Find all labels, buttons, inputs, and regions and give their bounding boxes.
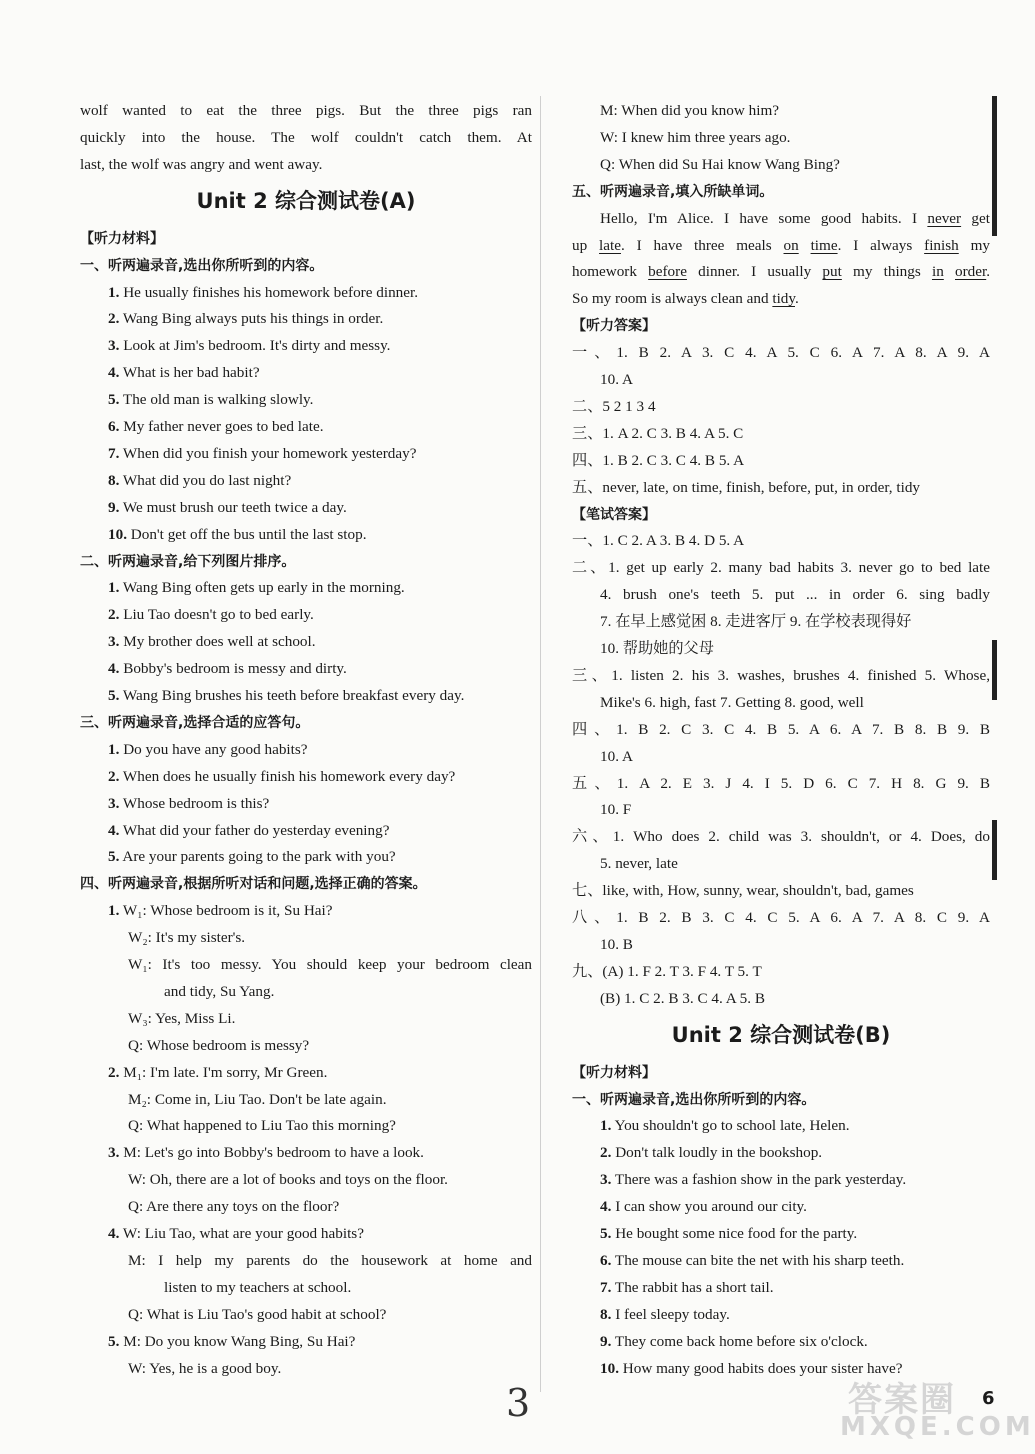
item-number: 5.	[108, 391, 120, 409]
section-heading: 一、听两遍录音,选出你所听到的内容。	[80, 257, 324, 274]
item-text: M: Do you know Wang Bing, Su Hai?	[123, 1332, 356, 1350]
item-text: He bought some nice food for the party.	[615, 1225, 858, 1242]
item-text: Wang Bing often gets up early in the morning.	[122, 579, 405, 597]
text-line	[80, 847, 532, 867]
text-line	[80, 578, 532, 598]
item-text: My father never goes to bed late.	[123, 418, 324, 435]
page-edge-mark	[992, 640, 997, 700]
text-line: M₂: Come in, Liu Tao. Don't be late again.	[128, 1090, 387, 1108]
item-text: When does he usually finish his homework every day?	[122, 767, 456, 785]
item-number: 5.	[108, 1332, 120, 1350]
text-line: last, the wolf was angry and went away.	[80, 155, 323, 173]
text-line: 一、1. B 2. A 3. C 4. A 5. C 6. A 7. A 8. A 9. A	[572, 344, 990, 362]
text-line: 10. 帮助她的父母	[600, 640, 714, 657]
section-heading: 五、听两遍录音,填入所缺单词。	[572, 183, 774, 200]
text-line: up late. I have three meals on time. I always finish my	[572, 236, 991, 254]
text-line: 四、1. B 2. C 3. C 4. B 5. A	[572, 451, 745, 469]
item-text: Look at Jim's bedroom. It's dirty and messy.	[123, 337, 391, 355]
filled-blank: never	[927, 209, 962, 227]
text-line	[80, 605, 532, 625]
text-line	[80, 283, 532, 303]
item-text: M: Let's go into Bobby's bedroom to have a look.	[123, 1144, 424, 1162]
item-number: 3.	[108, 794, 120, 812]
item-text: The mouse can bite the net with his sharp teeth.	[614, 1251, 905, 1269]
text-line	[80, 686, 532, 706]
text-line: 五、never, late, on time, finish, before, put, in order, tidy	[572, 478, 921, 496]
text-line: 5. never, late	[600, 855, 678, 873]
text-line: 10. A	[600, 747, 633, 765]
item-text: What did you do last night?	[122, 471, 292, 489]
filled-blank: time	[810, 236, 838, 254]
text-line: listen to my teachers at school.	[164, 1278, 352, 1296]
item-text: Do you have any good habits?	[123, 740, 308, 758]
filled-blank: before	[648, 263, 687, 281]
item-number: 4.	[600, 1198, 612, 1216]
text-line: (B) 1. C 2. B 3. C 4. A 5. B	[600, 989, 765, 1007]
item-text: We must brush our teeth twice a day.	[122, 498, 347, 516]
text-line	[80, 498, 532, 518]
item-number: 5.	[600, 1225, 612, 1242]
item-text: I feel sleepy today.	[615, 1305, 730, 1323]
watermark-line2: MXQE.COM	[840, 1412, 1035, 1442]
item-number: 10.	[600, 1359, 619, 1377]
section-heading: 【笔试答案】	[572, 506, 656, 523]
item-text: Liu Tao doesn't go to bed early.	[123, 606, 314, 624]
column-divider	[540, 96, 541, 1392]
text-line	[80, 1143, 532, 1163]
text-line: 三、1. listen 2. his 3. washes, brushes 4. finished 5. Whose,	[572, 666, 990, 684]
page-number: 6	[982, 1388, 995, 1409]
item-number: 1.	[108, 740, 120, 758]
item-number: 1.	[108, 579, 120, 597]
section-title: Unit 2 综合测试卷(A)	[196, 188, 416, 213]
text-line	[572, 1170, 990, 1190]
text-line: 七、like, with, How, sunny, wear, shouldn't, bad, games	[572, 882, 914, 900]
item-text: Don't get off the bus until the last stop.	[130, 525, 367, 543]
section-heading: 【听力材料】	[572, 1064, 656, 1081]
item-number: 3.	[600, 1171, 612, 1189]
item-number: 7.	[600, 1278, 612, 1296]
item-number: 10.	[108, 525, 127, 543]
text-line	[80, 363, 532, 383]
item-number: 6.	[600, 1251, 612, 1269]
item-text: He usually finishes his homework before dinner.	[123, 283, 419, 301]
text-line: W₁: It's too messy. You should keep your bedroom clean	[128, 956, 532, 973]
text-line: 四、1. B 2. C 3. C 4. B 5. A 6. A 7. B 8. B 9. B	[572, 720, 990, 738]
item-text: The rabbit has a short tail.	[614, 1278, 774, 1296]
text-line	[80, 309, 532, 329]
filled-blank: put	[822, 263, 842, 281]
text-line: W₃: Yes, Miss Li.	[128, 1009, 236, 1027]
item-number: 9.	[108, 498, 120, 516]
text-line	[572, 1278, 990, 1298]
text-line: 九、(A) 1. F 2. T 3. F 4. T 5. T	[572, 962, 762, 980]
text-line	[572, 1143, 990, 1163]
text-line: W₂: It's my sister's.	[128, 929, 246, 947]
section-heading: 二、听两遍录音,给下列图片排序。	[80, 553, 296, 570]
text-line: wolf wanted to eat the three pigs. But the three pigs ran	[80, 102, 532, 119]
item-number: 3.	[108, 633, 120, 651]
item-text: You shouldn't go to school late, Helen.	[614, 1117, 850, 1135]
item-number: 1.	[108, 902, 120, 920]
text-line: W: Oh, there are a lot of books and toys on the floor.	[128, 1171, 448, 1189]
item-number: 5.	[108, 687, 120, 704]
item-text: Whose bedroom is this?	[122, 794, 270, 812]
text-line	[80, 901, 532, 921]
text-line	[80, 1224, 532, 1244]
item-number: 4.	[108, 660, 120, 678]
text-line: 五、1. A 2. E 3. J 4. I 5. D 6. C 7. H 8. G 9. B	[572, 774, 990, 792]
text-line	[80, 417, 532, 437]
item-text: W₁: Whose bedroom is it, Su Hai?	[122, 902, 333, 920]
text-line: 二、1. get up early 2. many bad habits 3. never go to bed late	[572, 559, 990, 577]
watermark-logo	[840, 1372, 1035, 1448]
item-text: When did you finish your homework yesterday?	[122, 444, 417, 462]
section-heading: 一、听两遍录音,选出你所听到的内容。	[572, 1091, 816, 1108]
item-number: 8.	[108, 471, 120, 489]
item-text: Are your parents going to the park with you?	[122, 848, 396, 866]
item-number: 2.	[108, 310, 120, 328]
section-title: Unit 2 综合测试卷(B)	[671, 1022, 891, 1047]
text-line: quickly into the house. The wolf couldn't catch them. At	[80, 128, 532, 146]
text-line	[572, 1251, 990, 1271]
item-text: W: Liu Tao, what are your good habits?	[122, 1225, 364, 1242]
text-line: Q: Whose bedroom is messy?	[128, 1036, 310, 1054]
item-text: Wang Bing always puts his things in order.	[122, 310, 384, 328]
item-number: 2.	[108, 767, 120, 785]
item-number: 2.	[108, 606, 120, 624]
section-heading: 三、听两遍录音,选择合适的应答句。	[80, 714, 310, 731]
filled-blank: in	[931, 263, 944, 281]
text-line: Q: Are there any toys on the floor?	[128, 1198, 340, 1216]
text-line: Q: What happened to Liu Tao this morning?	[128, 1117, 396, 1135]
item-number: 2.	[600, 1144, 612, 1162]
text-line: Q: What is Liu Tao's good habit at school?	[128, 1305, 387, 1323]
item-text: M₁: I'm late. I'm sorry, Mr Green.	[123, 1063, 328, 1081]
item-text: My brother does well at school.	[123, 633, 316, 651]
text-line: Q: When did Su Hai know Wang Bing?	[600, 155, 840, 173]
filled-blank: late	[599, 236, 621, 254]
item-text: Wang Bing brushes his teeth before breakfast every day.	[122, 687, 465, 704]
text-line: Hello, I'm Alice. I have some good habits. I never get	[600, 209, 990, 227]
text-line	[572, 1224, 990, 1244]
text-line	[80, 525, 532, 545]
text-line	[572, 1332, 990, 1352]
item-number: 5.	[108, 848, 120, 866]
section-heading: 【听力材料】	[80, 230, 164, 247]
section-heading: 四、听两遍录音,根据所听对话和问题,选择正确的答案。	[80, 876, 427, 893]
text-line: 4. brush one's teeth 5. put ... in order 6. sing badly	[600, 586, 990, 604]
text-line: Mike's 6. high, fast 7. Getting 8. good, well	[600, 693, 864, 711]
item-number: 4.	[108, 364, 120, 382]
text-line	[80, 767, 532, 787]
item-number: 4.	[108, 1225, 120, 1242]
item-text: What did your father do yesterday evening?	[122, 821, 390, 839]
text-line: 八、1. B 2. B 3. C 4. C 5. A 6. A 7. A 8. C 9. A	[572, 909, 990, 926]
text-line: M: When did you know him?	[600, 102, 780, 119]
text-line	[80, 1063, 532, 1083]
item-text: I can show you around our city.	[615, 1198, 807, 1216]
item-number: 4.	[108, 821, 120, 839]
item-number: 3.	[108, 1144, 120, 1162]
filled-blank: order	[955, 263, 987, 281]
text-line	[572, 1116, 990, 1136]
text-line: 三、1. A 2. C 3. B 4. A 5. C	[572, 424, 744, 442]
item-number: 1.	[600, 1117, 612, 1135]
text-line: 二、5 2 1 3 4	[572, 397, 656, 415]
text-line: 10. B	[600, 935, 633, 953]
text-line	[572, 1197, 990, 1217]
item-text: How many good habits does your sister have?	[622, 1359, 903, 1377]
text-line	[80, 471, 532, 491]
text-line: and tidy, Su Yang.	[164, 982, 275, 1000]
text-line	[80, 794, 532, 814]
text-line: 六、1. Who does 2. child was 3. shouldn't, or 4. Does, do	[572, 828, 990, 846]
item-number: 3.	[108, 337, 120, 355]
text-line: W: Yes, he is a good boy.	[128, 1359, 282, 1377]
item-text: They come back home before six o'clock.	[614, 1332, 868, 1350]
text-line: M: I help my parents do the housework at home and	[128, 1251, 532, 1269]
text-line	[80, 740, 532, 760]
item-number: 8.	[600, 1305, 612, 1323]
item-number: 6.	[108, 418, 120, 435]
text-line	[80, 336, 532, 356]
item-number: 2.	[108, 1063, 120, 1081]
text-line	[80, 659, 532, 679]
page-edge-mark	[992, 820, 997, 880]
item-text: There was a fashion show in the park yesterday.	[614, 1171, 907, 1189]
watermark-line1: 答案圈	[848, 1380, 956, 1420]
item-text: What is her bad habit?	[122, 364, 260, 382]
item-number: 1.	[108, 283, 120, 301]
text-line	[572, 1305, 990, 1325]
item-number: 7.	[108, 444, 120, 462]
item-text: The old man is walking slowly.	[122, 391, 314, 409]
text-line: homework before dinner. I usually put my things in order.	[572, 263, 991, 281]
text-line: So my room is always clean and tidy.	[572, 290, 799, 308]
filled-blank: tidy	[772, 290, 795, 308]
handwritten-page-mark: 3	[506, 1381, 531, 1425]
text-line	[80, 444, 532, 464]
text-line: 10. A	[600, 371, 633, 388]
text-line: 一、1. C 2. A 3. B 4. D 5. A	[572, 532, 745, 550]
text-line	[80, 821, 532, 841]
filled-blank: on	[783, 236, 799, 254]
item-number: 9.	[600, 1332, 612, 1350]
text-line: 10. F	[600, 801, 632, 819]
page-edge-mark	[992, 96, 997, 236]
item-text: Don't talk loudly in the bookshop.	[615, 1144, 823, 1162]
text-line: W: I knew him three years ago.	[600, 128, 791, 146]
text-line	[80, 1332, 532, 1352]
section-heading: 【听力答案】	[572, 318, 656, 335]
text-line	[80, 632, 532, 652]
item-text: Bobby's bedroom is messy and dirty.	[123, 660, 347, 678]
text-line	[80, 390, 532, 410]
text-line: 7. 在早上感觉困 8. 走进客厅 9. 在学校表现得好	[600, 613, 912, 631]
filled-blank: finish	[924, 236, 959, 254]
